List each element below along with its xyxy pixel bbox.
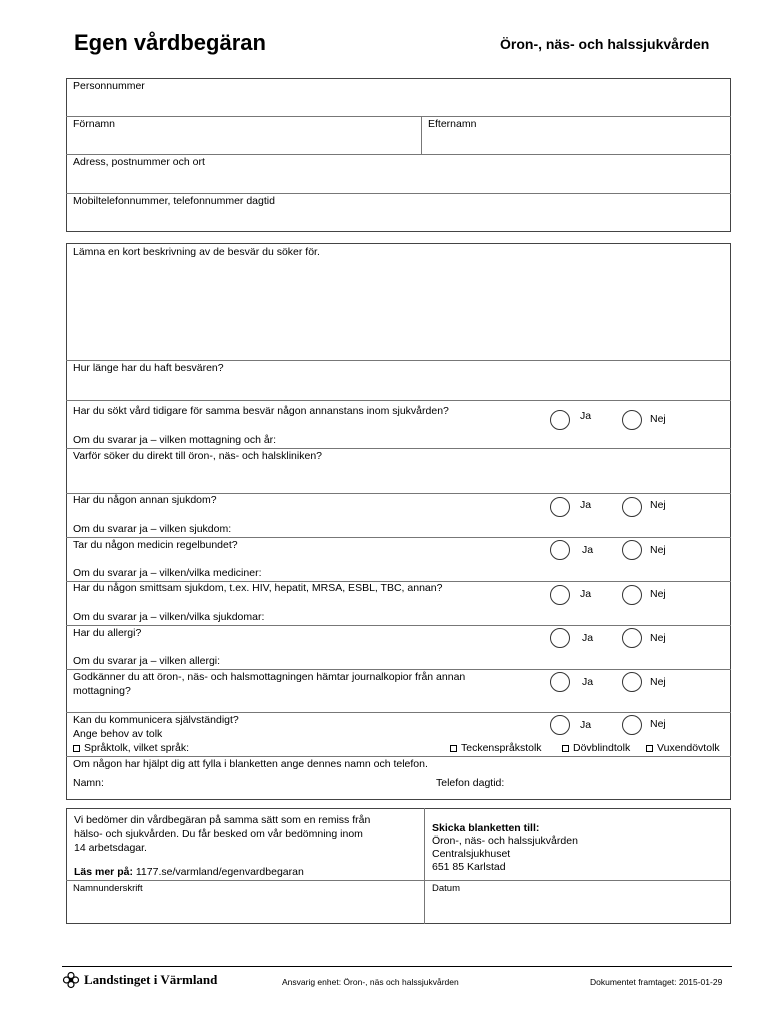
- las-mer-line: [74, 866, 304, 879]
- address-line2: Centralsjukhuset: [432, 848, 511, 860]
- sokt-vard-nej-label: Nej: [650, 413, 666, 425]
- sjukdom-ja-radio[interactable]: [550, 497, 570, 517]
- journal-ja-radio[interactable]: [550, 672, 570, 692]
- spraktolk-checkbox[interactable]: [73, 745, 80, 752]
- kommunicera-question: Kan du kommunicera självständigt?: [73, 714, 239, 726]
- allergi-nej-label: Nej: [650, 632, 666, 644]
- medicin-question: Tar du någon medicin regelbundet?: [73, 539, 238, 551]
- dokument-datum: Dokumentet framtaget: 2015-01-29: [590, 977, 723, 987]
- teckensprakstolk-option[interactable]: [450, 742, 542, 755]
- skicka-title: Skicka blanketten till:: [432, 822, 540, 834]
- sokt-vard-ja-radio[interactable]: [550, 410, 570, 430]
- medicin-nej-label: Nej: [650, 544, 666, 556]
- datum-field[interactable]: Datum: [432, 883, 460, 894]
- journal-nej-label: Nej: [650, 676, 666, 688]
- vuxendovtolk-option[interactable]: [646, 742, 720, 755]
- address-line1: Öron-, näs- och halssjukvården: [432, 835, 578, 847]
- info-text-line3: 14 arbetsdagar.: [74, 842, 147, 854]
- teckensprakstolk-checkbox[interactable]: [450, 745, 457, 752]
- medicin-follow[interactable]: Om du svarar ja – vilken/vilka mediciner:: [73, 567, 262, 579]
- varfor-field[interactable]: Varför söker du direkt till öron-, näs- och halskliniken?: [73, 450, 323, 462]
- smittsam-nej-label: Nej: [650, 588, 666, 600]
- medicin-ja-radio[interactable]: [550, 540, 570, 560]
- medicin-nej-radio[interactable]: [622, 540, 642, 560]
- ange-behov-label: Ange behov av tolk: [73, 728, 163, 740]
- sokt-vard-question: Har du sökt vård tidigare för samma besvär någon annanstans inom sjukvården?: [73, 405, 449, 417]
- smittsam-follow[interactable]: Om du svarar ja – vilken/vilka sjukdomar:: [73, 611, 265, 623]
- adress-field[interactable]: Adress, postnummer och ort: [73, 156, 205, 168]
- sjukdom-nej-label: Nej: [650, 499, 666, 511]
- sjukdom-follow[interactable]: Om du svarar ja – vilken sjukdom:: [73, 523, 232, 535]
- telefon-field[interactable]: Mobiltelefonnummer, telefonnummer dagtid: [73, 195, 275, 207]
- info-text-line2: hälso- och sjukvården. Du får besked om vår bedömning inom: [74, 828, 363, 840]
- flower-logo-icon: [62, 971, 80, 989]
- fornamn-field[interactable]: Förnamn: [73, 118, 116, 130]
- kommunicera-ja-radio[interactable]: [550, 715, 570, 735]
- smittsam-nej-radio[interactable]: [622, 585, 642, 605]
- sokt-vard-ja-label: Ja: [580, 410, 592, 422]
- kommunicera-nej-label: Nej: [650, 718, 666, 730]
- beskrivning-field[interactable]: Lämna en kort beskrivning av de besvär du söker för.: [73, 246, 320, 258]
- journal-ja-label: Ja: [582, 676, 594, 688]
- hur-lange-field[interactable]: Hur länge har du haft besvären?: [73, 362, 224, 374]
- allergi-ja-label: Ja: [582, 632, 594, 644]
- sjukdom-nej-radio[interactable]: [622, 497, 642, 517]
- sjukdom-question: Har du någon annan sjukdom?: [73, 494, 217, 506]
- journal-nej-radio[interactable]: [622, 672, 642, 692]
- vuxendovtolk-label: Vuxendövtolk: [657, 742, 720, 754]
- las-mer-label: Läs mer på:: [74, 866, 133, 878]
- info-text-line1: Vi bedömer din vårdbegäran på samma sätt som en remiss från: [74, 814, 371, 826]
- organization-logo: [62, 971, 217, 989]
- dovblindtolk-checkbox[interactable]: [562, 745, 569, 752]
- smittsam-ja-label: Ja: [580, 588, 592, 600]
- kommunicera-nej-radio[interactable]: [622, 715, 642, 735]
- kommunicera-ja-label: Ja: [580, 719, 592, 731]
- efternamn-field[interactable]: Efternamn: [428, 118, 477, 130]
- ansvarig-enhet: Ansvarig enhet: Öron-, näs och halssjukvården: [282, 977, 459, 987]
- dovblindtolk-label: Dövblindtolk: [573, 742, 631, 754]
- journal-question-line1: Godkänner du att öron-, näs- och halsmottagningen hämtar journalkopior från annan: [73, 671, 466, 683]
- allergi-question: Har du allergi?: [73, 627, 142, 639]
- spraktolk-label: Språktolk, vilket språk:: [84, 742, 190, 754]
- namnunderskrift-field[interactable]: Namnunderskrift: [73, 883, 143, 894]
- allergi-follow[interactable]: Om du svarar ja – vilken allergi:: [73, 655, 221, 667]
- allergi-ja-radio[interactable]: [550, 628, 570, 648]
- dovblindtolk-option[interactable]: [562, 742, 630, 755]
- logo-text: Landstinget i Värmland: [84, 972, 218, 987]
- teckensprakstolk-label: Teckenspråkstolk: [461, 742, 542, 754]
- las-mer-link[interactable]: 1177.se/varmland/egenvardbegaran: [135, 866, 304, 878]
- smittsam-question: Har du någon smittsam sjukdom, t.ex. HIV, hepatit, MRSA, ESBL, TBC, annan?: [73, 582, 443, 594]
- hjalp-namn-field[interactable]: Namn:: [73, 777, 104, 789]
- journal-question-line2: mottagning?: [73, 685, 131, 697]
- hjalp-telefon-field[interactable]: Telefon dagtid:: [436, 777, 505, 789]
- department-title: Öron-, näs- och halssjukvården: [500, 36, 710, 52]
- sokt-vard-follow[interactable]: Om du svarar ja – vilken mottagning och år:: [73, 434, 277, 446]
- personal-info-box: [66, 78, 731, 232]
- medicin-ja-label: Ja: [582, 544, 594, 556]
- hjalp-label: Om någon har hjälpt dig att fylla i blanketten ange dennes namn och telefon.: [73, 758, 428, 770]
- footer-divider: [62, 966, 732, 967]
- sokt-vard-nej-radio[interactable]: [622, 410, 642, 430]
- page-title: Egen vårdbegäran: [74, 30, 266, 55]
- vuxendovtolk-checkbox[interactable]: [646, 745, 653, 752]
- personnummer-field[interactable]: Personnummer: [73, 80, 145, 92]
- spraktolk-option[interactable]: [73, 742, 189, 755]
- address-line3: 651 85 Karlstad: [432, 861, 506, 873]
- allergi-nej-radio[interactable]: [622, 628, 642, 648]
- smittsam-ja-radio[interactable]: [550, 585, 570, 605]
- sjukdom-ja-label: Ja: [580, 499, 592, 511]
